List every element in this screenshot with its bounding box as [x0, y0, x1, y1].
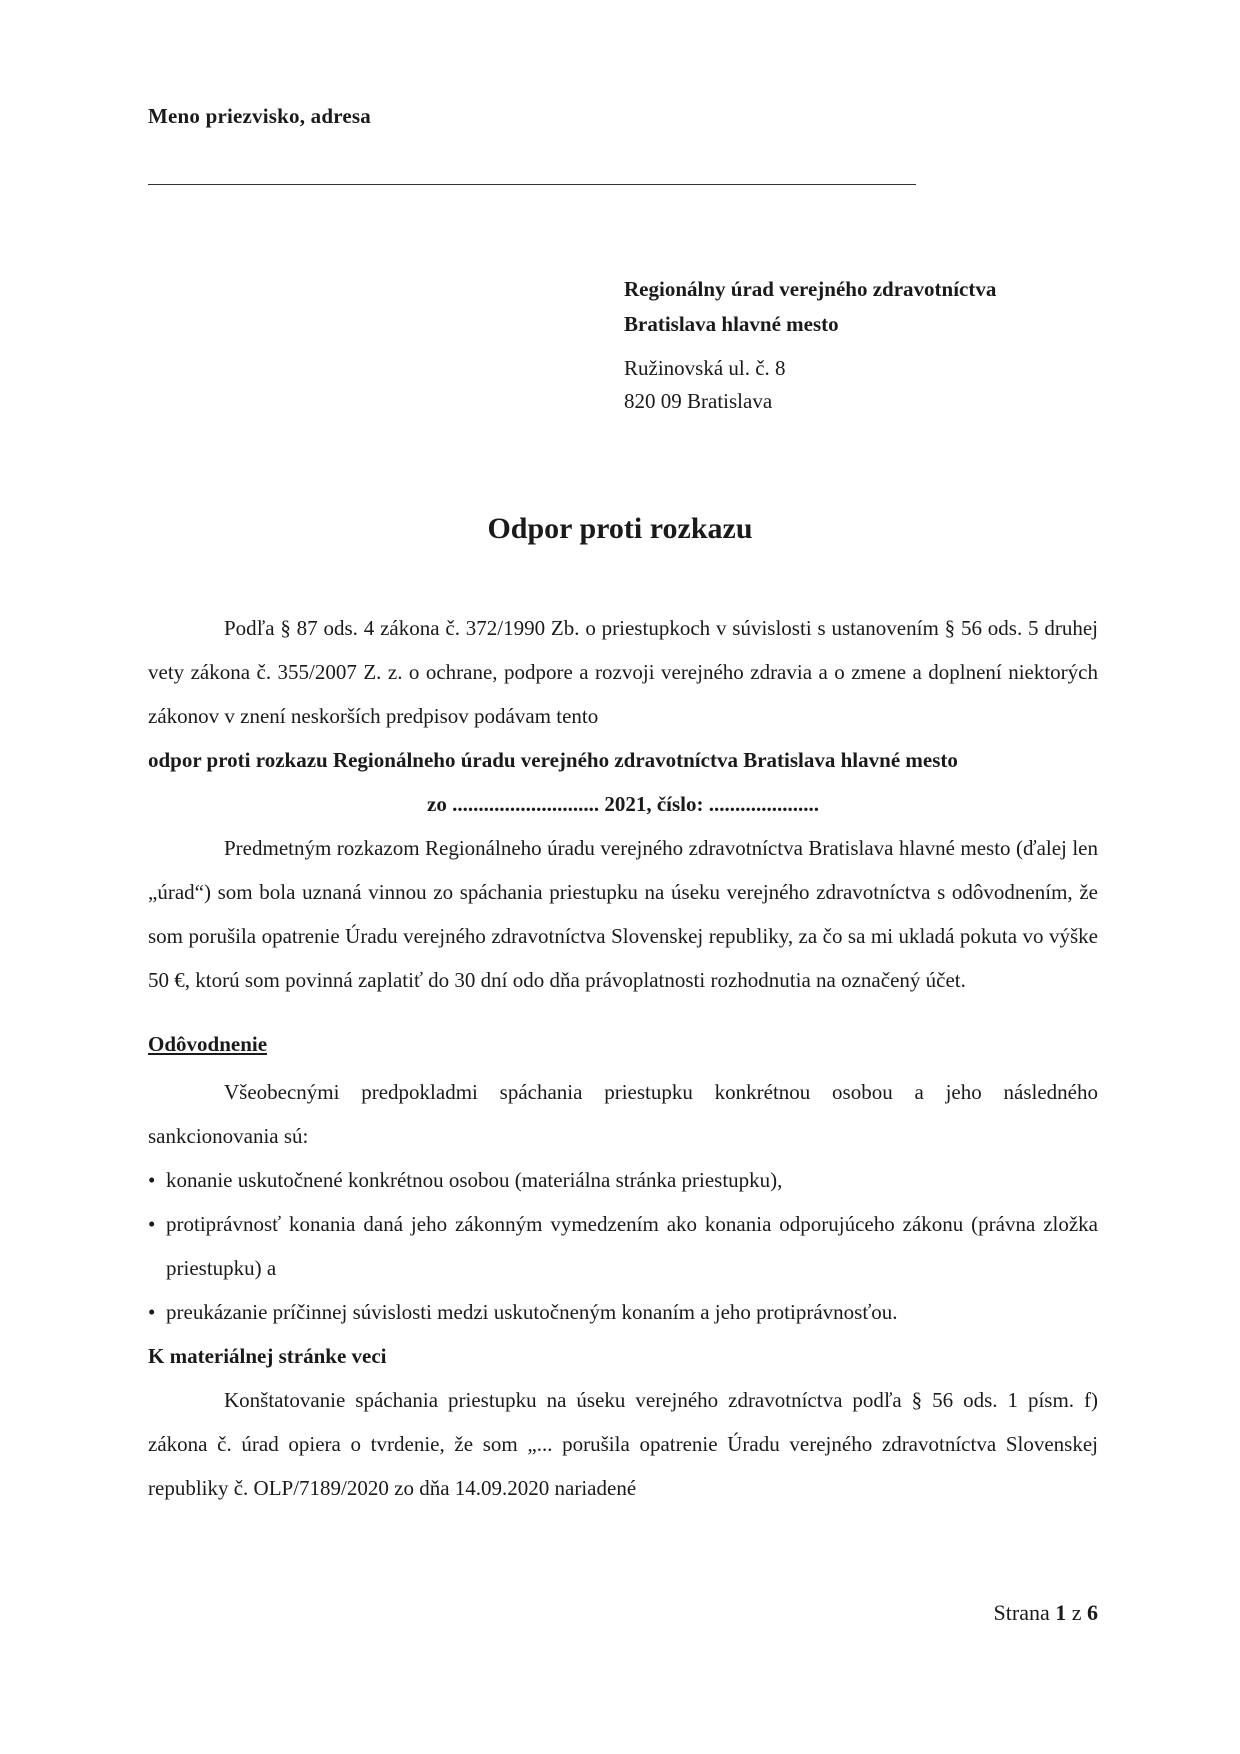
sender-fill-line: [148, 184, 916, 185]
addressee-street: Ružinovská ul. č. 8: [624, 356, 786, 380]
document-body: [148, 606, 1098, 1510]
bullet-icon: •: [148, 1168, 156, 1192]
footer-prefix: Strana: [993, 1600, 1050, 1625]
list-item: [148, 1202, 1098, 1290]
order-date-number-line: zo ............................ 2021, číslo: .....................: [427, 792, 819, 816]
footer-separator: z: [1071, 1600, 1082, 1625]
list-item-text: konanie uskutočnené konkrétnou osobou (materiálna stránka priestupku),: [166, 1168, 783, 1192]
intro-paragraph: Podľa § 87 ods. 4 zákona č. 372/1990 Zb. o priestupkoch v súvislosti s ustanovením § 56 ods. 5 druhej vety zákona č. 355/2007 Z. z. o ochrane, podpore a rozvoji verejného zdravia a o zmene a doplnení niektorých zákonov v znení neskorších predpisov podávam tento: [148, 616, 1098, 728]
list-item: [148, 1290, 1098, 1334]
objection-statement: odpor proti rozkazu Regionálneho úradu verejného zdravotníctva Bratislava hlavné mesto: [148, 748, 958, 772]
list-item: [148, 1158, 1098, 1202]
requirements-list: [148, 1158, 1098, 1334]
material-heading: K materiálnej stránke veci: [148, 1344, 387, 1368]
addressee-name-line2: Bratislava hlavné mesto: [624, 312, 839, 336]
list-item-text: protiprávnosť konania daná jeho zákonným vymedzením ako konania odporujúceho zákonu (právna zložka priestupku) a: [166, 1212, 1098, 1280]
material-paragraph: Konštatovanie spáchania priestupku na úseku verejného zdravotníctva podľa § 56 ods. 1 písm. f) zákona č. úrad opiera o tvrdenie, že som „... porušila opatrenie Úradu verejného zdravotníctva Slovenskej republiky č. OLP/7189/2020 zo dňa 14.09.2020 nariadené: [148, 1388, 1098, 1500]
list-item-text: preukázanie príčinnej súvislosti medzi uskutočneným konaním a jeho protiprávnosťou.: [166, 1300, 898, 1324]
addressee-name-line1: Regionálny úrad verejného zdravotníctva: [624, 277, 997, 301]
bullet-icon: •: [148, 1300, 156, 1324]
document-title: Odpor proti rozkazu: [487, 512, 753, 545]
addressee-city: 820 09 Bratislava: [624, 389, 773, 413]
total-page-count: 6: [1087, 1600, 1098, 1625]
sender-label: Meno priezvisko, adresa: [148, 104, 371, 128]
addressee-block: [624, 272, 996, 419]
current-page-number: 1: [1055, 1600, 1067, 1625]
bullet-icon: •: [148, 1212, 156, 1236]
subject-paragraph: Predmetným rozkazom Regionálneho úradu verejného zdravotníctva Bratislava hlavné mesto (ďalej len „úrad“) som bola uznaná vinnou zo spáchania priestupku na úseku verejného zdravotníctva s odôvodnením, že som porušila opatrenie Úradu verejného zdravotníctva Slovenskej republiky, za čo sa mi ukladá pokuta vo výške 50 €, ktorú som povinná zaplatiť do 30 dní odo dňa právoplatnosti rozhodnutia na označený účet.: [148, 836, 1098, 992]
page-number-footer: [994, 1600, 1098, 1626]
reasoning-intro: Všeobecnými predpokladmi spáchania priestupku konkrétnou osobou a jeho následného sankcionovania sú:: [148, 1080, 1098, 1148]
reasoning-heading: Odôvodnenie: [148, 1032, 268, 1056]
